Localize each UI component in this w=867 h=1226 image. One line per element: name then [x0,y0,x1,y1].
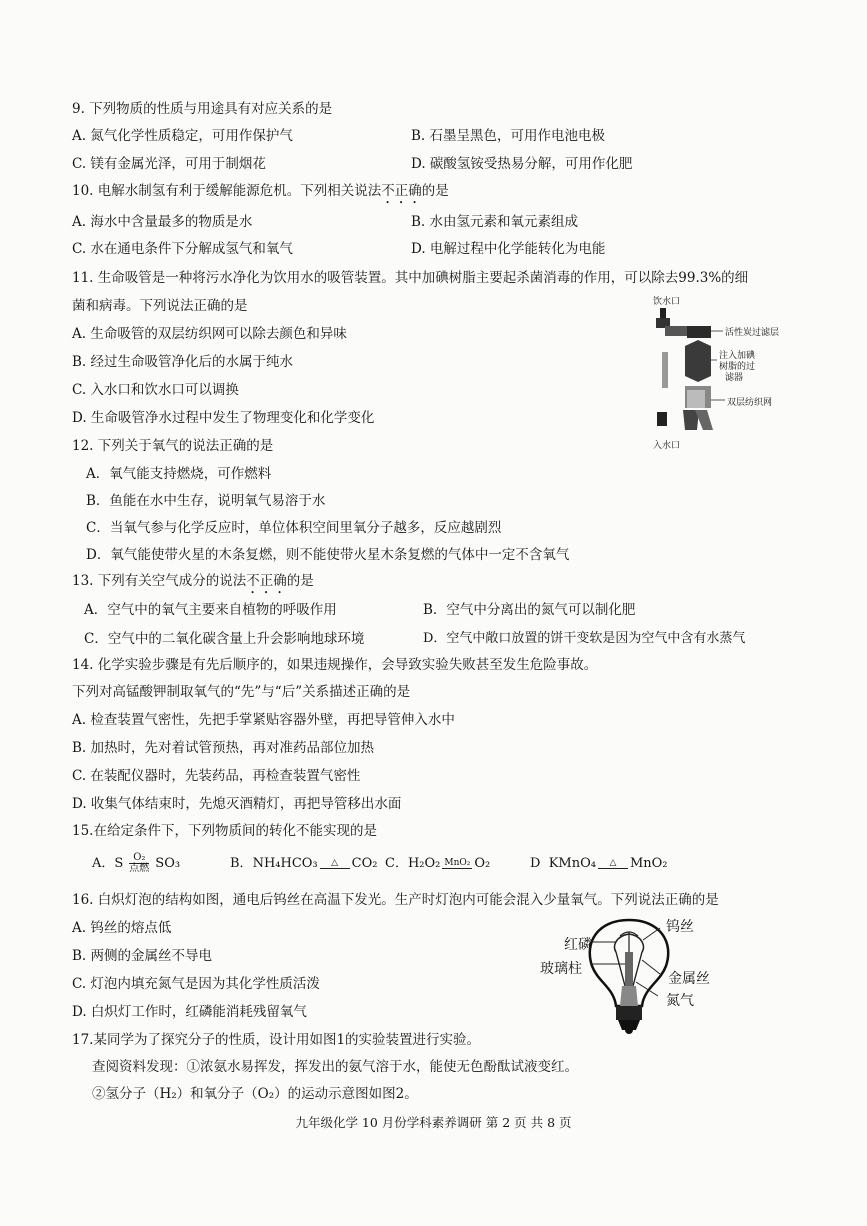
inlet-label: 入水口 [653,441,681,451]
light-bulb-figure [530,912,730,1037]
q16-stem: 16. 白炽灯泡的结构如图，通电后钨丝在高温下发光。生产时灯泡内可能会混入少量氧气。下列说法正确的是 [72,892,719,908]
q11-option-c: C. 入水口和饮水口可以调换 [72,382,239,398]
outlet-label: 饮水口 [653,297,681,307]
nitrogen-label: 氮气 [666,993,694,1009]
q17-info-2: ②氢分子（H₂）和氧分子（O₂）的运动示意图如图2。 [92,1086,418,1102]
q14-option-a: A. 检查装置气密性，先把手掌紧贴容器外壁，再把导管伸入水中 [72,712,455,728]
q12-option-b: B．鱼能在水中生存，说明氧气易溶于水 [86,493,326,509]
iodine-filter-label-2: 树脂的过 [719,362,756,372]
q9-option-c: C. 镁有金属光泽，可用于制烟花 [72,156,266,172]
carbon-layer-label: 活性炭过滤层 [725,328,780,338]
glass-column-label: 玻璃柱 [540,961,582,977]
q10-option-b: B. 水由氢元素和氧元素组成 [411,214,579,230]
q14-option-c: C. 在装配仪器时，先装药品，再检查装置气密性 [72,768,361,784]
life-straw-drawing [645,290,795,455]
q16-option-d: D. 白炽灯工作时，红磷能消耗残留氧气 [72,1004,307,1020]
q9-option-a: A. 氮气化学性质稳定，可用作保护气 [72,128,293,144]
q15-c-condition: MnO₂ [444,857,471,868]
q10-stem: 10. 电解水制氢有利于缓解能源危机。下列相关说法不正确的是 [72,183,449,199]
q10-emphasis: 不正确 [381,183,422,199]
life-straw-figure [645,290,795,455]
q17-info-1: 查阅资料发现：①浓氨水易挥发，挥发出的氨气溶于水，能使无色酚酞试液变红。 [92,1059,578,1075]
q9-option-b: B. 石墨呈黑色，可用作电池电极 [411,128,606,144]
q14-stem-line2: 下列对高锰酸钾制取氧气的“先”与“后”关系描述正确的是 [72,684,411,700]
q10-option-c: C. 水在通电条件下分解成氢气和氧气 [72,241,293,257]
q15-option-a: A．S O₂ 点燃 SO₃ [92,852,181,874]
metal-wire-label: 金属丝 [668,971,710,987]
q10-option-a: A. 海水中含量最多的物质是水 [72,214,253,230]
q13-option-c: C．空气中的二氧化碳含量上升会影响地球环境 [84,631,365,647]
q11-stem-line1: 11. 生命吸管是一种将污水净化为饮用水的吸管装置。其中加碘树脂主要起杀菌消毒的作用，可以除去99.3%的细 [72,270,749,286]
q15-d-condition: △ [598,859,628,869]
iodine-filter-label-3: 滤器 [725,373,744,383]
q15-option-d: D KMnO₄ △ MnO₂ [530,856,668,871]
page-footer: 九年级化学 10 月份学科素养调研 第 2 页 共 8 页 [295,1115,572,1130]
red-phosphorus-label: 红磷 [564,937,592,953]
q12-stem: 12. 下列关于氧气的说法正确的是 [72,438,274,454]
q11-option-d: D. 生命吸管净水过程中发生了物理变化和化学变化 [72,410,375,426]
q11-option-b: B. 经过生命吸管净化后的水属于纯水 [72,354,294,370]
q14-option-b: B. 加热时，先对着试管预热，再对准药品部位加热 [72,740,375,756]
q13-option-b: B．空气中分离出的氮气可以制化肥 [423,602,636,618]
q15-b-condition: △ [320,859,350,869]
mesh-label: 双层纺织网 [727,398,773,408]
q15-option-c: C．H₂O₂ MnO₂ O₂ [385,856,491,871]
q12-option-d: D．氧气能使带火星的木条复燃，则不能使带火星木条复燃的气体中一定不含氧气 [86,547,570,563]
q11-option-a: A. 生命吸管的双层纺织网可以除去颜色和异味 [72,326,347,342]
iodine-filter-label-1: 注入加碘 [719,351,756,361]
q13-option-d: D．空气中敞口放置的饼干变软是因为空气中含有水蒸气 [423,631,746,646]
q10-option-d: D. 电解过程中化学能转化为电能 [411,241,606,257]
q14-stem-line1: 14. 化学实验步骤是有先后顺序的，如果违规操作，会导致实验失败甚至发生危险事故。 [72,657,598,673]
q16-option-a: A. 钨丝的熔点低 [72,920,172,936]
q12-option-c: C．当氧气参与化学反应时，单位体积空间里氧分子越多，反应越剧烈 [86,520,502,536]
q15-option-b: B．NH₄HCO₃ △ CO₂ [230,856,378,871]
q15-a-condition: O₂ 点燃 [129,852,150,874]
q12-option-a: A．氧气能支持燃烧，可作燃料 [86,466,272,482]
q13-emphasis: 不正确 [246,573,287,589]
q9-option-d: D. 碳酸氢铵受热易分解，可用作化肥 [411,156,633,172]
q14-option-d: D. 收集气体结束时，先熄灭酒精灯，再把导管移出水面 [72,796,402,812]
q16-option-b: B. 两侧的金属丝不导电 [72,948,213,964]
q15-stem: 15.在给定条件下，下列物质间的转化不能实现的是 [72,823,377,839]
q11-stem-line2: 菌和病毒。下列说法正确的是 [72,298,248,314]
q13-stem: 13. 下列有关空气成分的说法不正确的是 [72,573,314,589]
q13-option-a: A．空气中的氧气主要来自植物的呼吸作用 [84,602,337,618]
q9-stem: 9. 下列物质的性质与用途具有对应关系的是 [72,101,333,117]
q17-stem: 17.某同学为了探究分子的性质，设计用如图1的实验装置进行实验。 [72,1032,481,1048]
q16-option-c: C. 灯泡内填充氮气是因为其化学性质活泼 [72,976,320,992]
tungsten-wire-label: 钨丝 [666,919,694,935]
